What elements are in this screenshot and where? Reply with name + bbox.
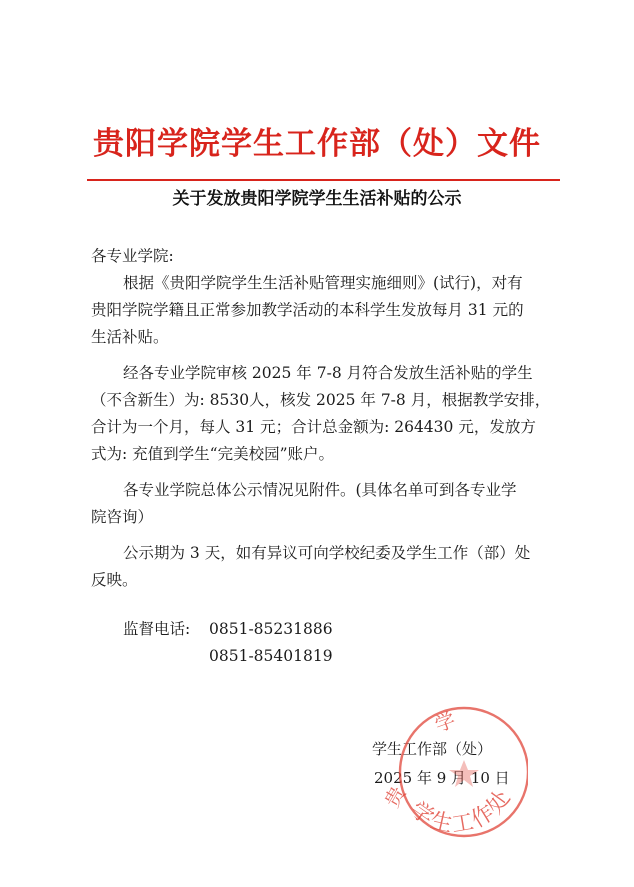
body-line: 根据《贵阳学院学生生活补贴管理实施细则》(试行)，对有 [123, 274, 523, 292]
red-divider [87, 179, 560, 181]
seal-star-icon [449, 760, 479, 787]
official-seal-stamp [378, 694, 528, 844]
body-line: 式为: 充值到学生“完美校园”账户。 [91, 445, 334, 463]
notice-body [91, 243, 561, 594]
body-line: 经各专业学院审核 2025 年 7-8 月符合发放生活补贴的学生 [123, 364, 533, 382]
document-header-title: 贵阳学院学生工作部（处）文件 [93, 126, 541, 162]
body-line: 合计为一个月，每人 31 元；合计总金额为: 264430 元，发放方 [91, 418, 536, 436]
seal-text-arc: 学生工作处 [405, 784, 517, 839]
signature-department: 学生工作部（处） [372, 740, 493, 758]
phone-number: 0851-85401819 [209, 647, 333, 665]
body-line: （不含新生）为: 8530人，核发 2025 年 7-8 月，根据教学安排， [91, 391, 551, 409]
notice-title: 关于发放贵阳学院学生生活补贴的公示 [172, 189, 462, 209]
supervision-phone-1 [123, 617, 333, 639]
supervision-phone-label: 监督电话: [123, 620, 191, 638]
phone-number: 0851-85231886 [209, 620, 333, 638]
body-line: 公示期为 3 天，如有异议可向学校纪委及学生工作（部）处 [123, 544, 531, 562]
salutation: 各专业学院: [91, 247, 174, 265]
seal-text-top: 学 [431, 707, 459, 737]
signature-date: 2025 年 9 月 10 日 [374, 769, 510, 787]
body-line: 生活补贴。 [91, 328, 169, 346]
supervision-phone-2 [123, 647, 333, 665]
seal-text-left: 贵 [379, 782, 411, 812]
body-line: 贵阳学院学籍且正常参加教学活动的本科学生发放每月 31 元的 [91, 301, 524, 319]
svg-text:学生工作处 [406, 785, 517, 838]
body-line: 院咨询） [91, 508, 154, 526]
body-line: 反映。 [91, 571, 138, 589]
body-line: 各专业学院总体公示情况见附件。(具体名单可到各专业学 [123, 481, 517, 499]
